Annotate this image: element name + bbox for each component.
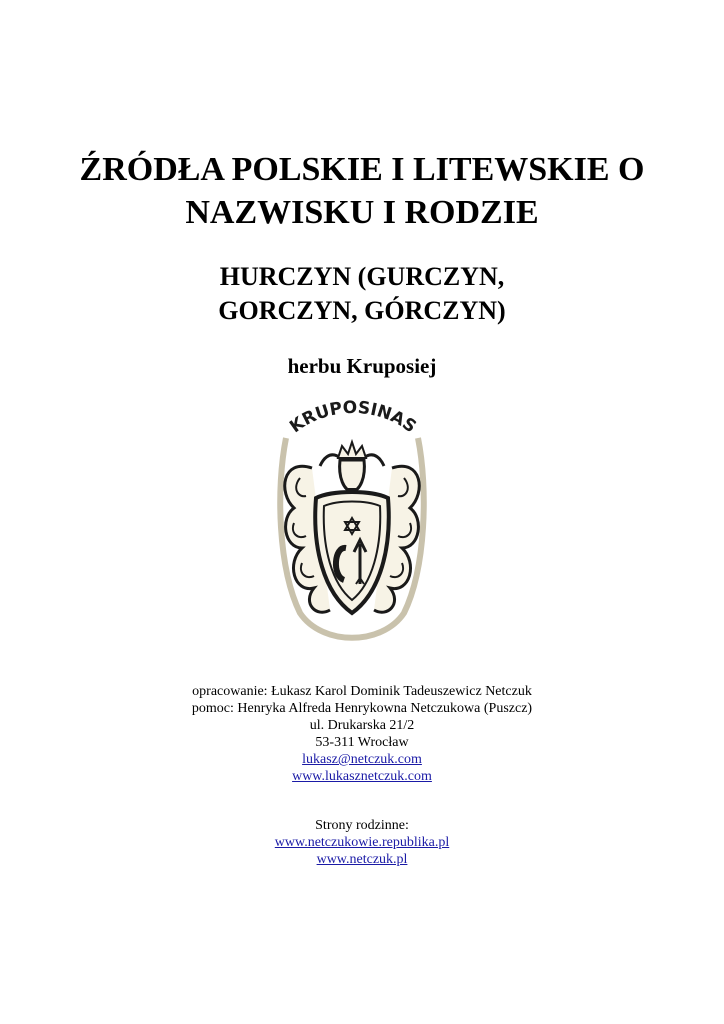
document-title bbox=[40, 148, 684, 234]
helper-line: pomoc: Henryka Alfreda Henrykowna Netczukowa (Puszcz) bbox=[191, 701, 533, 716]
family-names-heading bbox=[100, 260, 624, 328]
subtitle-line-2: GORCZYN, GÓRCZYN) bbox=[218, 296, 506, 325]
family-pages-block bbox=[60, 817, 664, 868]
title-line-2: NAZWISKU I RODZIE bbox=[185, 194, 539, 231]
family-pages-label: Strony rodzinne: bbox=[315, 818, 409, 833]
crest-banner-text: KRUPOSINAS bbox=[286, 398, 420, 438]
family-link-republika[interactable]: www.netczukowie.republika.pl bbox=[274, 835, 450, 850]
title-line-1: ŹRÓDŁA POLSKIE I LITEWSKIE O bbox=[79, 151, 645, 188]
website-link[interactable]: www.lukasznetczuk.com bbox=[292, 769, 432, 784]
subtitle-line-1: HURCZYN (GURCZYN, bbox=[219, 262, 505, 291]
credits-block bbox=[60, 683, 664, 785]
street-line: ul. Drukarska 21/2 bbox=[309, 718, 415, 733]
author-line: opracowanie: Łukasz Karol Dominik Tadeuszewicz Netczuk bbox=[192, 684, 532, 699]
email-link[interactable]: lukasz@netczuk.com bbox=[302, 752, 422, 767]
city-line: 53-311 Wrocław bbox=[315, 735, 409, 750]
family-link-netczuk[interactable]: www.netczuk.pl bbox=[316, 852, 408, 867]
coat-of-arms-image bbox=[272, 398, 432, 648]
coat-of-arms-heading: herbu Kruposiej bbox=[287, 354, 437, 378]
